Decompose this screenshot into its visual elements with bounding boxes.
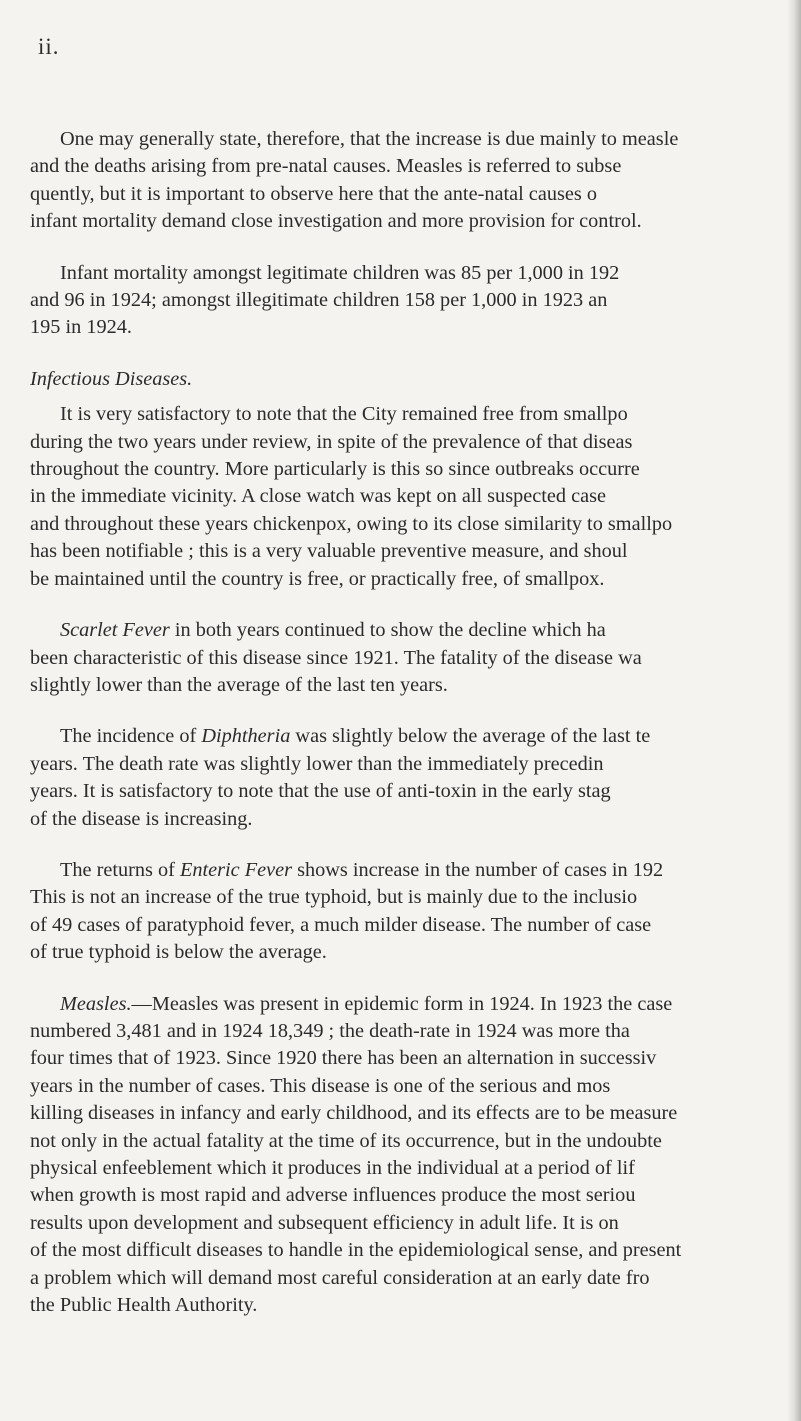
- text-fragment: The returns of: [60, 858, 180, 881]
- text-line: been characteristic of this disease since 1921. The fatality of the disease wa: [30, 646, 642, 669]
- text-line: of the disease is increasing.: [30, 807, 253, 830]
- text-line: infant mortality demand close investigation and more provision for control.: [30, 210, 642, 233]
- text-line: results upon development and subsequent efficiency in adult life. It is on: [30, 1211, 619, 1234]
- text-line: It is very satisfactory to note that the City remained free from smallpo: [60, 403, 628, 426]
- text-line: be maintained until the country is free, or practically free, of smallpox.: [30, 567, 605, 590]
- text-line: a problem which will demand most careful consideration at an early date fro: [30, 1266, 650, 1289]
- paragraph-enteric-fever: [30, 857, 792, 967]
- paragraph-measles-increase: [30, 126, 792, 236]
- text-line: killing diseases in infancy and early childhood, and its effects are to be measure: [30, 1102, 678, 1125]
- text-line: in the immediate vicinity. A close watch was kept on all suspected case: [30, 485, 606, 508]
- text-line: four times that of 1923. Since 1920 there has been an alternation in successiv: [30, 1047, 657, 1070]
- text-line: when growth is most rapid and adverse influences produce the most seriou: [30, 1184, 636, 1207]
- text-fragment: in both years continued to show the decline which ha: [169, 619, 606, 642]
- text-line: One may generally state, therefore, that the increase is due mainly to measle: [60, 128, 679, 150]
- section-heading-infectious-diseases: Infectious Diseases.: [30, 367, 193, 390]
- text-line: years in the number of cases. This disease is one of the serious and mos: [30, 1074, 611, 1097]
- text-fragment: shows increase in the number of cases in 192: [292, 858, 664, 881]
- paragraph-diphtheria: [30, 723, 792, 833]
- term-enteric-fever: Enteric Fever: [179, 858, 293, 881]
- text-line: numbered 3,481 and in 1924 18,349 ; the death-rate in 1924 was more tha: [30, 1019, 630, 1042]
- text-line: [60, 991, 792, 1018]
- text-line: throughout the country. More particularly is this so since outbreaks occurre: [30, 458, 640, 481]
- term-diphtheria: Diphtheria: [201, 725, 291, 748]
- term-scarlet-fever: Scarlet Fever: [60, 619, 170, 642]
- text-fragment: was slightly below the average of the last te: [290, 725, 651, 748]
- text-line: slightly lower than the average of the last ten years.: [30, 673, 448, 696]
- text-line: This is not an increase of the true typhoid, but is mainly due to the inclusio: [30, 886, 638, 909]
- text-line: of the most difficult diseases to handle in the epidemiological sense, and present: [30, 1239, 682, 1262]
- text-line: physical enfeeblement which it produces in the individual at a period of lif: [30, 1157, 635, 1179]
- text-line: [60, 723, 792, 750]
- text-line: quently, but it is important to observe here that the ante-natal causes o: [30, 182, 597, 205]
- text-line: of 49 cases of paratyphoid fever, a much milder disease. The number of case: [30, 913, 652, 936]
- text-fragment: —Measles was present in epidemic form in 1924. In 1923 the case: [131, 992, 673, 1015]
- text-line: of true typhoid is below the average.: [30, 941, 327, 964]
- paragraph-measles: [30, 991, 792, 1320]
- text-line: and 96 in 1924; amongst illegitimate children 158 per 1,000 in 1923 an: [30, 289, 608, 312]
- text-fragment: The incidence of: [60, 725, 202, 748]
- text-line: has been notifiable ; this is a very valuable preventive measure, and shoul: [30, 540, 628, 563]
- body-text: [30, 126, 792, 1343]
- text-line: 195 in 1924.: [30, 316, 132, 339]
- text-line: and throughout these years chickenpox, owing to its close similarity to smallpo: [30, 512, 673, 535]
- text-line: years. It is satisfactory to note that the use of anti-toxin in the early stag: [30, 780, 611, 803]
- text-line: during the two years under review, in spite of the prevalence of that diseas: [30, 430, 633, 453]
- paragraph-infant-mortality: [30, 260, 792, 342]
- term-measles: Measles.: [60, 992, 132, 1015]
- text-line: not only in the actual fatality at the time of its occurrence, but in the undoubte: [30, 1129, 662, 1152]
- text-line: and the deaths arising from pre-natal causes. Measles is referred to subse: [30, 155, 622, 178]
- text-line: Infant mortality amongst legitimate children was 85 per 1,000 in 192: [60, 261, 620, 284]
- text-line: the Public Health Authority.: [30, 1294, 258, 1317]
- text-line: [60, 617, 792, 644]
- paragraph-scarlet-fever: [30, 617, 792, 699]
- paragraph-smallpox: [30, 401, 792, 593]
- page-number: ii.: [38, 34, 60, 59]
- text-line: years. The death rate was slightly lower than the immediately precedin: [30, 752, 604, 775]
- text-line: [60, 857, 792, 884]
